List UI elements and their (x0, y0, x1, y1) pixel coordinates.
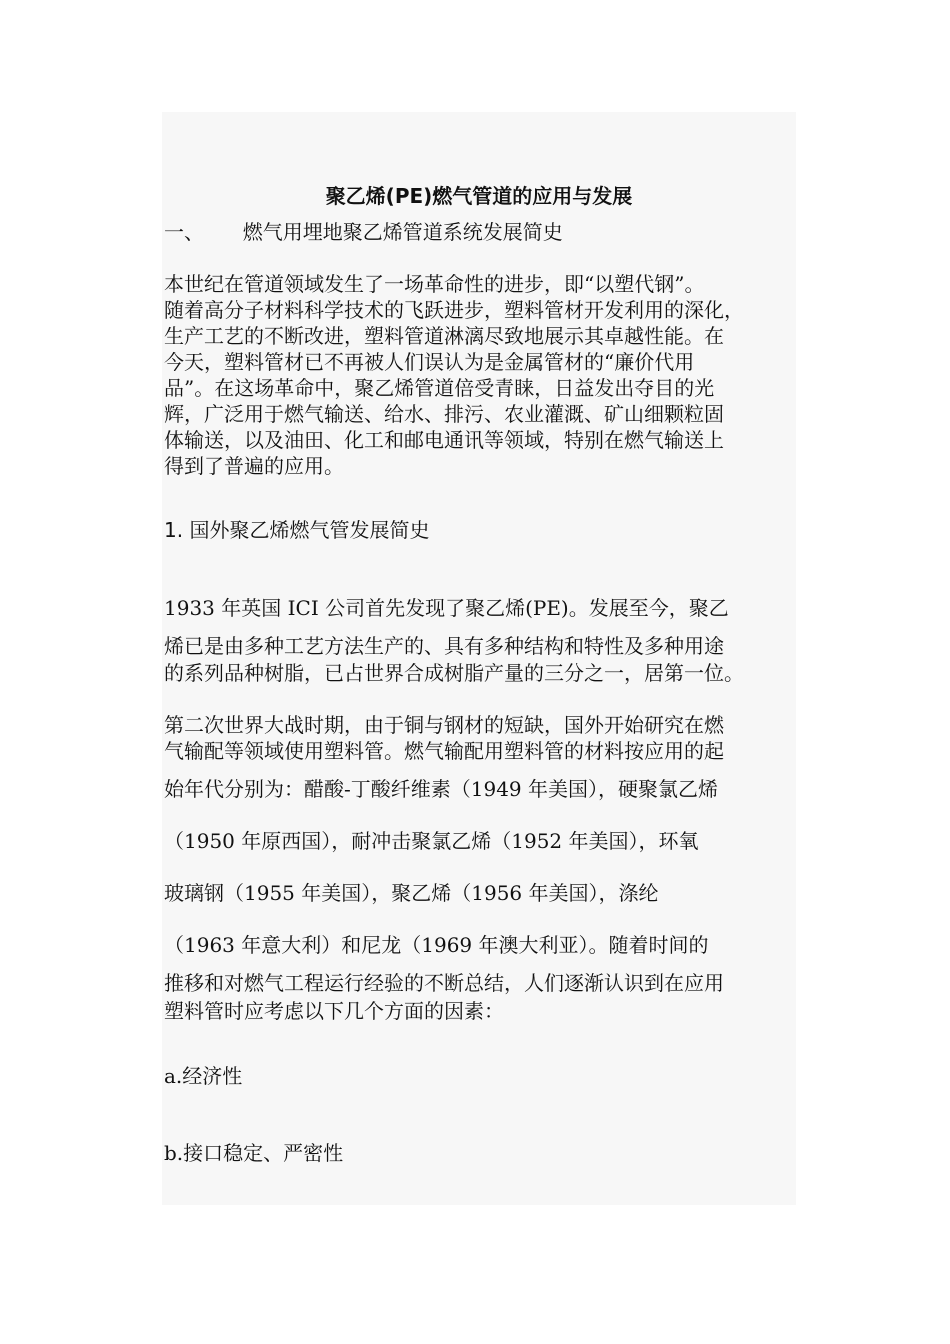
paragraph-line: 气输配等领域使用塑料管。燃气输配用塑料管的材料按应用的起 (164, 739, 724, 763)
paragraph-line: 第二次世界大战时期，由于铜与钢材的短缺，国外开始研究在燃 (164, 713, 724, 737)
paragraph-line: 的系列品种树脂，已占世界合成树脂产量的三分之一，居第一位。 (164, 661, 744, 685)
paragraph-line: 随着高分子材料科学技术的飞跃进步，塑料管材开发利用的深化， (164, 298, 744, 322)
list-item: b.接口稳定、严密性 (164, 1141, 344, 1165)
document-title: 聚乙烯(PE)燃气管道的应用与发展 (325, 184, 633, 208)
paragraph-line: 始年代分别为：醋酸-丁酸纤维素（1949 年美国），硬聚氯乙烯 (164, 777, 719, 801)
section-title: 燃气用埋地聚乙烯管道系统发展简史 (242, 220, 563, 244)
paragraph-line: 烯已是由多种工艺方法生产的、具有多种结构和特性及多种用途 (164, 634, 724, 658)
paragraph-line: 体输送，以及油田、化工和邮电通讯等领域，特别在燃气输送上 (164, 428, 724, 452)
paragraph-line: 辉，广泛用于燃气输送、给水、排污、农业灌溉、矿山细颗粒固 (164, 402, 724, 426)
document-page (162, 112, 796, 1205)
paragraph-line: 品”。在这场革命中，聚乙烯管道倍受青睐，日益发出夺目的光 (164, 376, 715, 400)
paragraph-line: （1963 年意大利）和尼龙（1969 年澳大利亚）。随着时间的 (164, 933, 709, 957)
subsection-heading (164, 517, 429, 543)
paragraph-line: 本世纪在管道领域发生了一场革命性的进步，即“以塑代钢”。 (164, 272, 705, 296)
subsection-number: 1. (164, 518, 184, 542)
paragraph-line: （1950 年原西国），耐冲击聚氯乙烯（1952 年美国），环氧 (164, 829, 699, 853)
paragraph-line: 塑料管时应考虑以下几个方面的因素： (164, 999, 504, 1023)
paragraph-line: 1933 年英国 ICI 公司首先发现了聚乙烯(PE)。发展至今，聚乙 (164, 596, 729, 620)
paragraph-line: 得到了普遍的应用。 (164, 454, 344, 478)
section-number: 一、 (164, 220, 204, 244)
list-item: a.经济性 (164, 1064, 243, 1088)
subsection-title: 国外聚乙烯燃气管发展简史 (189, 518, 430, 542)
paragraph-line: 生产工艺的不断改进，塑料管道淋漓尽致地展示其卓越性能。在 (164, 324, 724, 348)
paragraph-line: 推移和对燃气工程运行经验的不断总结，人们逐渐认识到在应用 (164, 971, 724, 995)
section-heading (164, 219, 563, 245)
paragraph-line: 今天，塑料管材已不再被人们误认为是金属管材的“廉价代用 (164, 350, 695, 374)
paragraph-line: 玻璃钢（1955 年美国），聚乙烯（1956 年美国），涤纶 (164, 881, 659, 905)
